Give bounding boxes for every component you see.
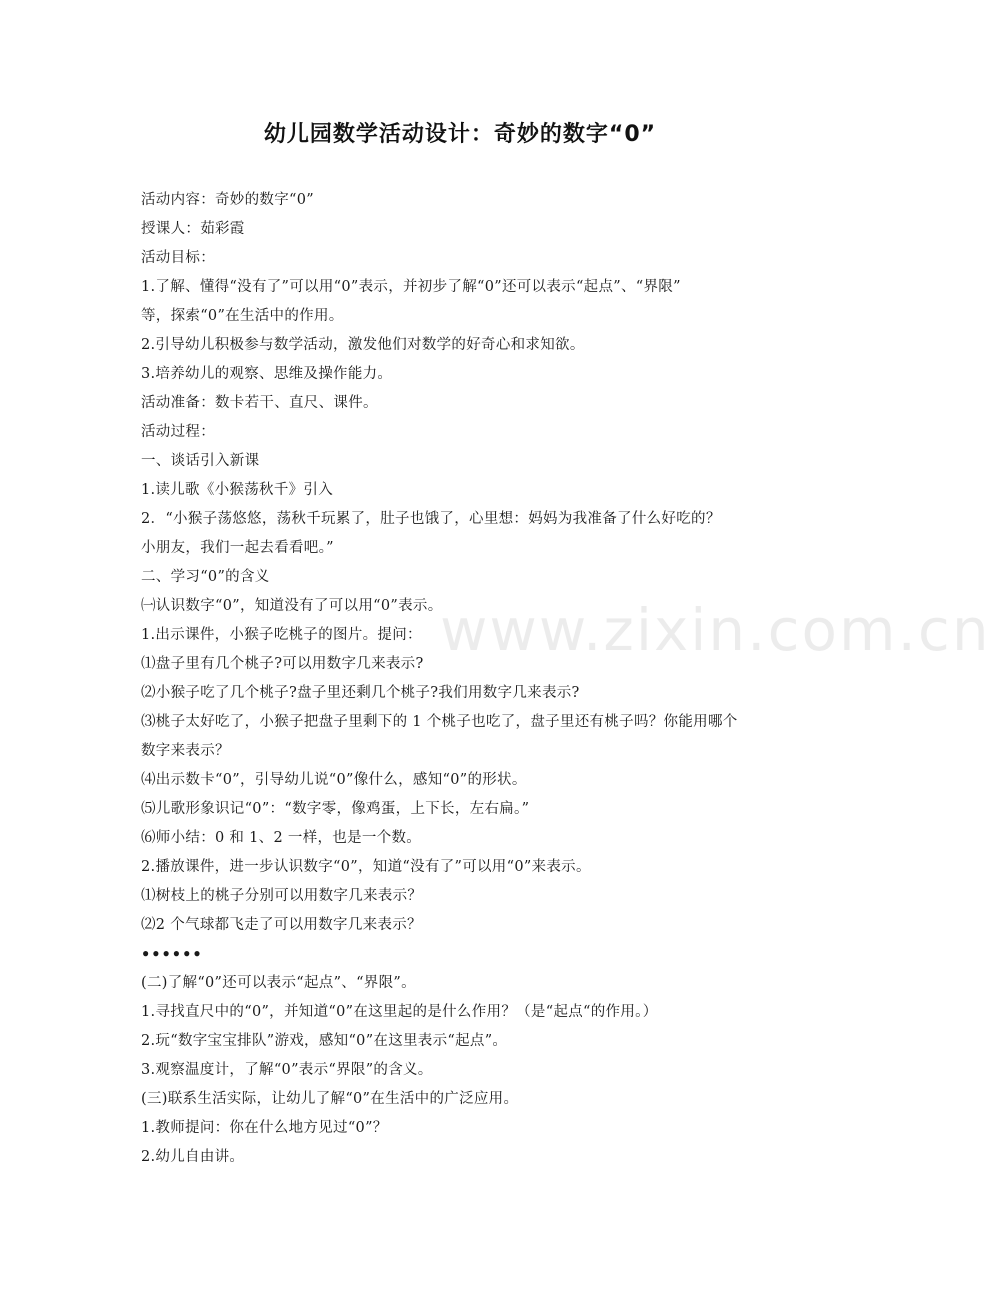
text-line: ⑷出示数卡“0”，引导幼儿说“0”像什么，感知“0”的形状。: [141, 772, 527, 788]
text-line: (二)了解“0”还可以表示“起点”、“界限”。: [141, 975, 416, 991]
text-line: 活动内容：奇妙的数字“0”: [141, 192, 314, 208]
text-line: 2.玩“数字宝宝排队”游戏，感知“0”在这里表示“起点”。: [141, 1033, 508, 1049]
text-line: 1.寻找直尺中的“0”，并知道“0”在这里起的是什么作用？（是“起点“的作用。）: [141, 1004, 658, 1020]
text-line: ⑶桃子太好吃了，小猴子把盘子里剩下的 1 个桃子也吃了，盘子里还有桃子吗？你能用哪个: [141, 714, 738, 730]
text-line: 授课人：茹彩霞: [141, 221, 245, 237]
text-line: ⑵小猴子吃了几个桃子?盘子里还剩几个桃子?我们用数字几来表示?: [141, 685, 580, 701]
document-body: [141, 186, 791, 1172]
text-line: (三)联系生活实际，让幼儿了解“0”在生活中的广泛应用。: [141, 1091, 519, 1107]
text-line: 1.读儿歌《小猴荡秋千》引入: [141, 482, 334, 498]
text-line: 2.播放课件，进一步认识数字“0”，知道“没有了”可以用“0”来表示。: [141, 859, 591, 875]
text-line: ⑴盘子里有几个桃子?可以用数字几来表示?: [141, 656, 424, 672]
text-line: 1.了解、懂得“没有了”可以用“0”表示，并初步了解“0”还可以表示“起点”、“界限”: [141, 279, 681, 295]
text-line: 活动目标：: [141, 250, 215, 266]
text-line: 3.培养幼儿的观察、思维及操作能力。: [141, 366, 393, 382]
text-line: 2.引导幼儿积极参与数学活动，激发他们对数学的好奇心和求知欲。: [141, 337, 585, 353]
text-line: ㈠认识数字“0”，知道没有了可以用“0”表示。: [141, 598, 443, 614]
text-line: 活动准备：数卡若干、直尺、课件。: [141, 395, 378, 411]
text-line: ⑸儿歌形象识记“0”：“数字零，像鸡蛋，上下长，左右扁。”: [141, 801, 530, 817]
watermark: www.zixin.com.cn: [440, 596, 991, 664]
text-line: ⑵2 个气球都飞走了可以用数字几来表示？: [141, 917, 422, 933]
text-line: 2．“小猴子荡悠悠，荡秋千玩累了，肚子也饿了，心里想：妈妈为我准备了什么好吃的？: [141, 511, 721, 527]
ellipsis-dots: ••••••: [141, 946, 203, 963]
text-line: 活动过程：: [141, 424, 215, 440]
section-heading: 一、谈话引入新课: [141, 453, 260, 469]
text-line: 2.幼儿自由讲。: [141, 1149, 245, 1165]
text-line: 数字来表示？: [141, 743, 230, 759]
text-line: 1.教师提问：你在什么地方见过“0”？: [141, 1120, 388, 1136]
text-line: 3.观察温度计，了解“0”表示“界限”的含义。: [141, 1062, 433, 1078]
text-line: ⑴树枝上的桃子分别可以用数字几来表示？: [141, 888, 423, 904]
document-title: 幼儿园数学活动设计：奇妙的数字“0”: [263, 122, 657, 147]
section-heading: 二、学习“0”的含义: [141, 569, 270, 585]
text-line: ⑹师小结：0 和 1、2 一样，也是一个数。: [141, 830, 422, 846]
text-line: 等，探索“0”在生活中的作用。: [141, 308, 344, 324]
text-line: 小朋友，我们一起去看看吧。”: [141, 540, 334, 556]
text-line: 1.出示课件，小猴子吃桃子的图片。提问：: [141, 627, 422, 643]
